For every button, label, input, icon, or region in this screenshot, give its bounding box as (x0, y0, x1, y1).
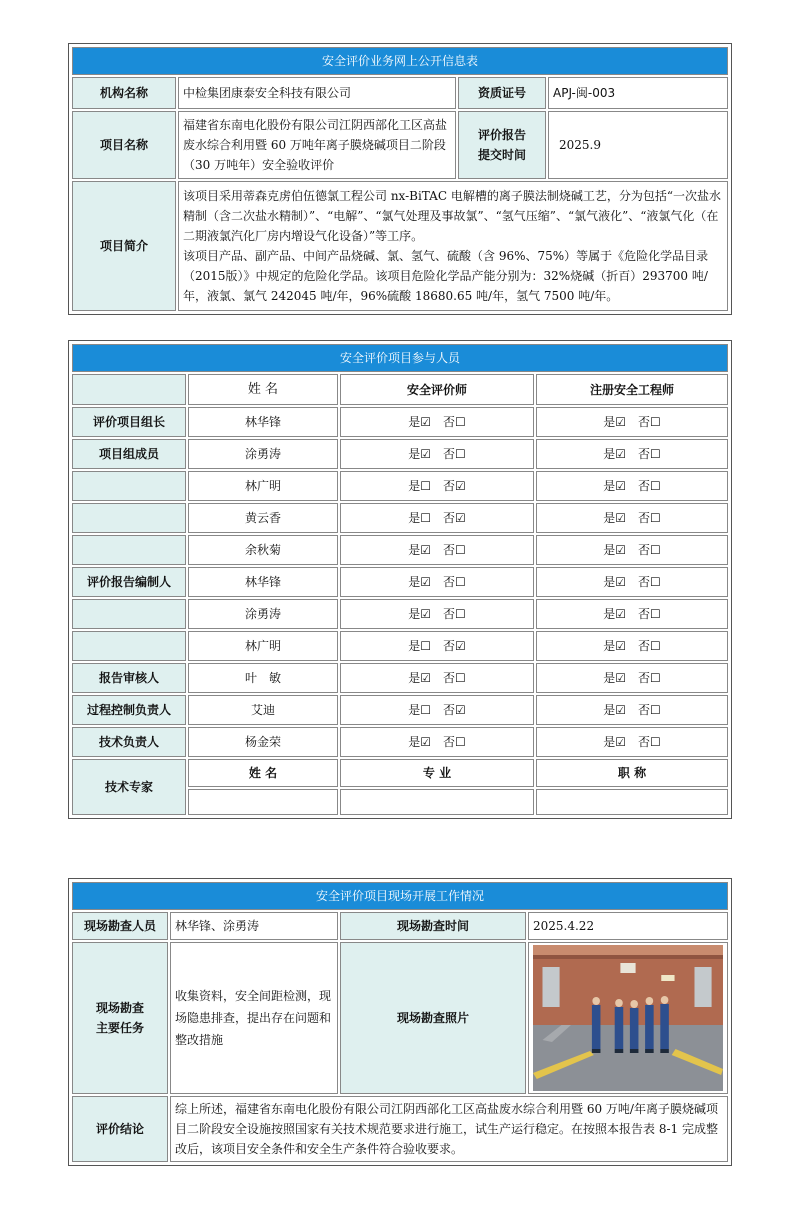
no-option (638, 543, 661, 557)
participant-row (72, 407, 728, 437)
empty-box-icon: ☐ (650, 543, 661, 557)
empty-box-icon: ☐ (455, 735, 466, 749)
checked-box-icon: ☑ (615, 479, 626, 493)
report-time-value: 2025.9 (548, 111, 728, 179)
empty-box-icon: ☐ (455, 447, 466, 461)
evaluator-checkbox-cell (340, 439, 534, 469)
yes-option-label: 是 (603, 703, 616, 717)
conclusion-value: 综上所述，福建省东南电化股份有限公司江阴西部化工区高盐废水综合利用暨 60 万吨/年离子膜烧碱项目二阶段安全设施按照国家有关技术规范要求进行施工，试生产运行稳定。在按照本报告表 8-1 完成整改后，该项目安全条件和安全生产条件符合验收要求。 (170, 1096, 728, 1162)
no-option-label: 否 (638, 415, 651, 429)
participant-name: 杨金荣 (188, 727, 338, 757)
yes-option-label: 是 (408, 671, 421, 685)
no-option (638, 671, 661, 685)
engineer-checkbox-cell (536, 503, 728, 533)
checked-box-icon: ☑ (615, 607, 626, 621)
evaluator-column-header: 安全评价师 (340, 374, 534, 405)
no-option-label: 否 (443, 543, 456, 557)
checked-box-icon: ☑ (455, 479, 466, 493)
participant-name: 林广明 (188, 471, 338, 501)
checked-box-icon: ☑ (420, 415, 431, 429)
empty-box-icon: ☐ (455, 575, 466, 589)
engineer-checkbox-cell (536, 663, 728, 693)
no-option-label: 否 (638, 639, 651, 653)
no-option (443, 671, 466, 685)
yes-option (603, 703, 626, 717)
cert-number-label: 资质证号 (458, 77, 546, 109)
checked-box-icon: ☑ (420, 735, 431, 749)
yes-option-label: 是 (603, 479, 616, 493)
participant-row (72, 663, 728, 693)
no-option (443, 415, 466, 429)
yes-option-label: 是 (603, 639, 616, 653)
no-option (443, 447, 466, 461)
participant-role (72, 535, 186, 565)
no-option-label: 否 (443, 447, 456, 461)
yes-option (603, 575, 626, 589)
survey-time-label: 现场勘查时间 (340, 912, 526, 940)
yes-option-label: 是 (408, 735, 421, 749)
yes-option-label: 是 (603, 543, 616, 557)
empty-box-icon: ☐ (455, 607, 466, 621)
no-option (638, 479, 661, 493)
participant-row (72, 535, 728, 565)
org-name-label: 机构名称 (72, 77, 176, 109)
project-intro-para2: 该项目产品、副产品、中间产品烧碱、氯、氢气、硫酸（含 96%、75%）等属于《危险化学品目录（2015版）》中规定的危险化学品。该项目危险化学品产能分别为：32%烧碱（折百）293700 吨/年，液氯、氯气 242045 吨/年，96%硫酸 18680.65 吨/年，氢气 7500 吨/年。 (183, 249, 709, 303)
no-option-label: 否 (443, 703, 456, 717)
checked-box-icon: ☑ (615, 671, 626, 685)
tech-expert-label: 技术专家 (72, 759, 186, 815)
survey-time-value: 2025.4.22 (528, 912, 728, 940)
participants-title: 安全评价项目参与人员 (72, 344, 728, 372)
empty-box-icon: ☐ (420, 511, 431, 525)
project-name-label: 项目名称 (72, 111, 176, 179)
project-intro-value (178, 181, 728, 311)
field-work-title: 安全评价项目现场开展工作情况 (72, 882, 728, 910)
engineer-checkbox-cell (536, 407, 728, 437)
no-option-label: 否 (443, 415, 456, 429)
evaluator-checkbox-cell (340, 567, 534, 597)
expert-title-cell (536, 789, 728, 815)
no-option (638, 703, 661, 717)
checked-box-icon: ☑ (455, 639, 466, 653)
no-option-label: 否 (638, 479, 651, 493)
checked-box-icon: ☑ (420, 543, 431, 557)
no-option (638, 639, 661, 653)
engineer-checkbox-cell (536, 567, 728, 597)
empty-box-icon: ☐ (650, 735, 661, 749)
participant-role: 报告审核人 (72, 663, 186, 693)
expert-name-cell (188, 789, 338, 815)
engineer-checkbox-cell (536, 471, 728, 501)
participant-role (72, 503, 186, 533)
empty-box-icon: ☐ (650, 575, 661, 589)
checked-box-icon: ☑ (615, 415, 626, 429)
evaluator-checkbox-cell (340, 503, 534, 533)
participant-role (72, 471, 186, 501)
cert-number-value: APJ-闽-003 (548, 77, 728, 109)
participant-role: 评价项目组长 (72, 407, 186, 437)
survey-task-value: 收集资料，安全间距检测，现场隐患排查，提出存在问题和整改措施 (170, 942, 338, 1094)
name-column-header: 姓 名 (188, 374, 338, 405)
empty-box-icon: ☐ (455, 671, 466, 685)
survey-photo (533, 945, 723, 1091)
participant-name: 林华锋 (188, 567, 338, 597)
participant-row (72, 439, 728, 469)
survey-staff-value: 林华锋、涂勇涛 (170, 912, 338, 940)
participant-role (72, 631, 186, 661)
yes-option (408, 607, 431, 621)
checked-box-icon: ☑ (615, 543, 626, 557)
checked-box-icon: ☑ (420, 607, 431, 621)
yes-option-label: 是 (603, 447, 616, 461)
participant-name: 叶 敏 (188, 663, 338, 693)
engineer-column-header: 注册安全工程师 (536, 374, 728, 405)
checked-box-icon: ☑ (455, 511, 466, 525)
no-option (443, 703, 466, 717)
checked-box-icon: ☑ (615, 575, 626, 589)
no-option-label: 否 (638, 703, 651, 717)
yes-option-label: 是 (603, 415, 616, 429)
yes-option (408, 735, 431, 749)
yes-option (408, 479, 431, 493)
expert-title-header: 职 称 (536, 759, 728, 787)
yes-option (408, 639, 431, 653)
no-option-label: 否 (638, 543, 651, 557)
yes-option (603, 447, 626, 461)
project-name-value: 福建省东南电化股份有限公司江阴西部化工区高盐废水综合利用暨 60 万吨年离子膜烧碱项目二阶段（30 万吨年）安全验收评价 (178, 111, 456, 179)
participant-name: 涂勇涛 (188, 439, 338, 469)
participant-row (72, 695, 728, 725)
expert-major-header: 专 业 (340, 759, 534, 787)
participant-name: 艾迪 (188, 695, 338, 725)
yes-option-label: 是 (408, 543, 421, 557)
checked-box-icon: ☑ (615, 703, 626, 717)
no-option (638, 511, 661, 525)
role-header-empty (72, 374, 186, 405)
org-name-value: 中检集团康泰安全科技有限公司 (178, 77, 456, 109)
yes-option-label: 是 (408, 415, 421, 429)
yes-option-label: 是 (603, 511, 616, 525)
no-option (443, 735, 466, 749)
empty-box-icon: ☐ (650, 703, 661, 717)
no-option-label: 否 (443, 671, 456, 685)
yes-option-label: 是 (408, 447, 421, 461)
no-option-label: 否 (443, 639, 456, 653)
survey-photo-label: 现场勘查照片 (340, 942, 526, 1094)
empty-box-icon: ☐ (650, 447, 661, 461)
participant-name: 林广明 (188, 631, 338, 661)
engineer-checkbox-cell (536, 727, 728, 757)
conclusion-label: 评价结论 (72, 1096, 168, 1162)
no-option-label: 否 (638, 607, 651, 621)
no-option-label: 否 (638, 671, 651, 685)
no-option-label: 否 (638, 735, 651, 749)
survey-photo-image (533, 945, 723, 1091)
checked-box-icon: ☑ (615, 639, 626, 653)
expert-major-cell (340, 789, 534, 815)
no-option (638, 447, 661, 461)
no-option-label: 否 (638, 511, 651, 525)
checked-box-icon: ☑ (615, 511, 626, 525)
report-time-label (458, 111, 546, 179)
participant-row (72, 631, 728, 661)
yes-option-label: 是 (408, 479, 421, 493)
public-info-title: 安全评价业务网上公开信息表 (72, 47, 728, 75)
yes-option (603, 607, 626, 621)
report-time-label-line1: 评价报告 (477, 128, 526, 142)
yes-option-label: 是 (603, 671, 616, 685)
yes-option (408, 543, 431, 557)
yes-option-label: 是 (408, 639, 421, 653)
yes-option (408, 447, 431, 461)
participant-row (72, 503, 728, 533)
yes-option (603, 479, 626, 493)
report-time-label-line2: 提交时间 (477, 148, 526, 162)
yes-option (603, 735, 626, 749)
evaluator-checkbox-cell (340, 663, 534, 693)
participants-table (68, 340, 732, 819)
survey-task-label-line2: 主要任务 (95, 1021, 144, 1035)
yes-option-label: 是 (408, 607, 421, 621)
checked-box-icon: ☑ (615, 447, 626, 461)
participant-row (72, 727, 728, 757)
engineer-checkbox-cell (536, 631, 728, 661)
evaluator-checkbox-cell (340, 631, 534, 661)
yes-option-label: 是 (603, 575, 616, 589)
empty-box-icon: ☐ (420, 479, 431, 493)
empty-box-icon: ☐ (650, 671, 661, 685)
engineer-checkbox-cell (536, 535, 728, 565)
yes-option (408, 575, 431, 589)
no-option-label: 否 (443, 735, 456, 749)
no-option-label: 否 (443, 575, 456, 589)
evaluator-checkbox-cell (340, 407, 534, 437)
participant-name: 林华锋 (188, 407, 338, 437)
no-option (443, 575, 466, 589)
participant-row (72, 599, 728, 629)
participant-name: 涂勇涛 (188, 599, 338, 629)
evaluator-checkbox-cell (340, 599, 534, 629)
empty-box-icon: ☐ (455, 543, 466, 557)
yes-option (603, 511, 626, 525)
no-option-label: 否 (443, 607, 456, 621)
no-option (638, 575, 661, 589)
no-option (638, 607, 661, 621)
project-intro-para1: 该项目采用蒂森克虏伯伍德氯工程公司 nx-BiTAC 电解槽的离子膜法制烧碱工艺，分为包括“一次盐水精制（含二次盐水精制）”、“电解”、“氯气处理及事故氯”、“氢气压缩”、“氯气液化”、“液氯气化（在二期液氯汽化厂房内增设气化设备）”等工序。 (183, 189, 721, 243)
no-option (443, 511, 466, 525)
checked-box-icon: ☑ (420, 575, 431, 589)
expert-name-header: 姓 名 (188, 759, 338, 787)
participant-role: 评价报告编制人 (72, 567, 186, 597)
project-intro-label: 项目简介 (72, 181, 176, 311)
yes-option-label: 是 (408, 703, 421, 717)
yes-option (603, 543, 626, 557)
no-option (443, 479, 466, 493)
engineer-checkbox-cell (536, 695, 728, 725)
participant-role (72, 599, 186, 629)
no-option-label: 否 (443, 511, 456, 525)
empty-box-icon: ☐ (420, 639, 431, 653)
survey-task-label (72, 942, 168, 1094)
empty-box-icon: ☐ (455, 415, 466, 429)
yes-option (603, 639, 626, 653)
evaluator-checkbox-cell (340, 471, 534, 501)
yes-option (603, 671, 626, 685)
checked-box-icon: ☑ (455, 703, 466, 717)
no-option (638, 415, 661, 429)
field-work-table (68, 878, 732, 1166)
empty-box-icon: ☐ (650, 511, 661, 525)
empty-box-icon: ☐ (650, 607, 661, 621)
yes-option-label: 是 (408, 511, 421, 525)
participant-row (72, 471, 728, 501)
empty-box-icon: ☐ (420, 703, 431, 717)
no-option (443, 543, 466, 557)
participant-name: 余秋菊 (188, 535, 338, 565)
no-option-label: 否 (638, 575, 651, 589)
yes-option-label: 是 (603, 607, 616, 621)
engineer-checkbox-cell (536, 439, 728, 469)
participant-name: 黄云香 (188, 503, 338, 533)
survey-task-label-line1: 现场勘查 (95, 1001, 144, 1015)
yes-option-label: 是 (408, 575, 421, 589)
public-info-table (68, 43, 732, 315)
yes-option-label: 是 (603, 735, 616, 749)
participant-row (72, 567, 728, 597)
empty-box-icon: ☐ (650, 415, 661, 429)
survey-staff-label: 现场勘查人员 (72, 912, 168, 940)
no-option (638, 735, 661, 749)
checked-box-icon: ☑ (615, 735, 626, 749)
participant-role: 技术负责人 (72, 727, 186, 757)
yes-option (408, 703, 431, 717)
participant-role: 过程控制负责人 (72, 695, 186, 725)
no-option-label: 否 (443, 479, 456, 493)
yes-option (603, 415, 626, 429)
evaluator-checkbox-cell (340, 695, 534, 725)
participant-role: 项目组成员 (72, 439, 186, 469)
checked-box-icon: ☑ (420, 447, 431, 461)
empty-box-icon: ☐ (650, 639, 661, 653)
checked-box-icon: ☑ (420, 671, 431, 685)
no-option (443, 639, 466, 653)
evaluator-checkbox-cell (340, 535, 534, 565)
yes-option (408, 671, 431, 685)
survey-photo-cell (528, 942, 728, 1094)
no-option-label: 否 (638, 447, 651, 461)
evaluator-checkbox-cell (340, 727, 534, 757)
empty-box-icon: ☐ (650, 479, 661, 493)
yes-option (408, 415, 431, 429)
engineer-checkbox-cell (536, 599, 728, 629)
yes-option (408, 511, 431, 525)
no-option (443, 607, 466, 621)
